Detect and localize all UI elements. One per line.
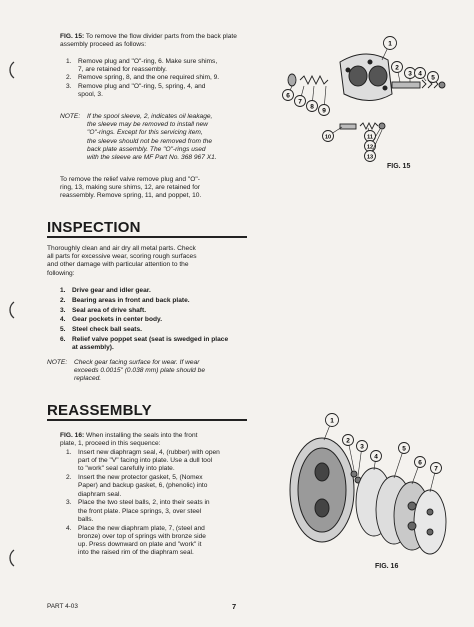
- inspection-intro-line: following:: [47, 269, 75, 277]
- fig15-callout-10: [323, 127, 343, 142]
- fig15-step-line: 7, are retained for reassembly.: [78, 66, 167, 74]
- fig15-intro: [60, 33, 260, 49]
- back-plate-assembly: [340, 54, 392, 101]
- binder-hole-top: [0, 60, 20, 80]
- fig15-callout-9: [319, 86, 330, 116]
- fig16-callout-4: [371, 451, 382, 471]
- inspection-intro-line: and other damage with particular attention to the: [47, 261, 189, 269]
- seal-stack: [351, 468, 446, 554]
- inspection-item-line: Drive gear and idler gear.: [72, 287, 151, 294]
- reassembly-step-line: the front plate. Place springs, 3, over steel: [78, 507, 202, 515]
- note-line: the sleeve should not be removed from the: [87, 137, 212, 145]
- reassembly-step-line: Insert the new protector gasket, 5, (Nomex: [78, 474, 203, 482]
- fig15-callout-label: 12: [366, 144, 374, 151]
- inspection-heading: INSPECTION: [47, 219, 141, 236]
- fig16-callout-label: 5: [402, 445, 406, 453]
- reassembly-intro-text: When installing the seals into the front: [86, 432, 198, 439]
- fig15-step-line: spool, 3.: [78, 90, 103, 98]
- note-line: with the sleeve are MF Part No. 368 967 X1.: [87, 154, 217, 161]
- fig15-caption: FIG. 15: [387, 163, 411, 170]
- inspection-item-line: Seal area of drive shaft.: [72, 306, 147, 314]
- inspection-item-line: at assembly).: [72, 344, 114, 352]
- fig15-callout-label: 9: [322, 107, 326, 115]
- inspection-intro-line: Thoroughly clean and air dry all metal parts. Check: [47, 245, 196, 252]
- reassembly-intro-lead: FIG. 16:: [60, 432, 85, 439]
- fig16-exploded-diagram: [282, 410, 450, 560]
- reassembly-step-line: bronze) over top of springs with bronze side: [78, 532, 206, 540]
- reassembly-step-line: part of the "V" facing into plate. Use a dull tool: [78, 457, 213, 465]
- fig15-callout-label: 10: [324, 134, 332, 141]
- reassembly-step-line: diaphram seal.: [78, 490, 122, 498]
- fig15-callout-7: [295, 86, 306, 107]
- reassembly-step-line: Insert new diaphragm seal, 4, (rubber) with open: [78, 449, 220, 456]
- fig16-callout-label: 3: [360, 443, 364, 451]
- fig15-callout-label: 1: [388, 40, 392, 48]
- fig15-step-line: Remove plug and "O"-ring, 5, spring, 4, and: [78, 82, 206, 90]
- inspection-item-number: 5.: [60, 326, 66, 334]
- fig15-callout-label: 8: [310, 103, 314, 111]
- binder-hole-bottom: [0, 548, 20, 568]
- reassembly-step-line: to "work" seal carefully into plate.: [78, 465, 175, 473]
- fig16-callout-label: 6: [418, 459, 422, 467]
- fig15-callout-label: 5: [431, 74, 435, 82]
- inspection-item-number: 4.: [60, 316, 66, 324]
- inspection-item-number: 2.: [60, 296, 66, 304]
- inspection-item-line: Bearing areas in front and back plate.: [72, 296, 190, 304]
- inspection-note-line: Check gear facing surface for wear. If wear: [74, 359, 200, 366]
- reassembly-step-number: 1.: [66, 449, 72, 456]
- fig16-caption: FIG. 16: [375, 563, 399, 570]
- inspection-rule: [47, 236, 247, 238]
- inspection-item-line: Gear pockets in center body.: [72, 316, 163, 324]
- fig15-callout-1: [382, 37, 397, 61]
- fig15-callout-label: 2: [395, 64, 399, 72]
- reassembly-step-line: up. Press downward on plate and "work" it: [78, 540, 202, 548]
- fig15-callout-label: 13: [366, 154, 374, 161]
- reassembly-step-line: Place the two steel balls, 2, into their seats in: [78, 499, 210, 507]
- footer-part: PART 4-03: [47, 603, 78, 610]
- reassembly-step-line: into the raised rim of the diaphram seal.: [78, 549, 194, 557]
- fig16-callout-label: 1: [330, 417, 334, 425]
- reassembly-step-line: Place the new diaphram plate, 7, (steel and: [78, 524, 205, 532]
- inspection-item-line: Relief valve poppet seat (seat is swedged in place: [72, 336, 229, 343]
- relief-line: ring, 13, making sure shims, 12, are retained for: [60, 184, 201, 192]
- relief-line: To remove the relief valve remove plug and "O"-: [60, 176, 200, 183]
- note-line: If the spool sleeve, 2, indicates oil leakage,: [87, 113, 213, 120]
- reassembly-heading: REASSEMBLY: [47, 402, 152, 419]
- note-line: back plate assembly. The "O"-rings used: [87, 145, 206, 153]
- fig15-step-line: Remove spring, 8, and the one required shim, 9.: [78, 74, 220, 82]
- note-line: the sleeve may be removed to install new: [87, 121, 208, 129]
- fig15-callout-label: 4: [418, 70, 422, 78]
- reassembly-intro: [60, 432, 280, 448]
- note-lead: NOTE:: [60, 113, 81, 120]
- fig16-callout-3: [357, 441, 368, 477]
- fig15-callout-5: [428, 72, 439, 83]
- relief-line: reassembly. Remove spring, 11, and poppet, 10.: [60, 192, 202, 200]
- fig15-callout-label: 3: [408, 70, 412, 78]
- fig15-callout-label: 6: [286, 92, 290, 100]
- reassembly-rule: [47, 419, 247, 421]
- reassembly-step-number: 2.: [66, 474, 72, 482]
- inspection-note-lead: NOTE:: [47, 359, 68, 366]
- fig15-intro-text: To remove the flow divider parts from the back plate assembly proceed as follows:: [60, 33, 237, 49]
- fig16-callout-6: [412, 457, 426, 485]
- fig16-callout-7: [430, 463, 442, 493]
- fig16-callout-label: 2: [346, 437, 350, 445]
- note-line: "O"-rings. Except for this servicing item,: [87, 129, 203, 137]
- fig16-callout-5: [394, 443, 410, 479]
- fig15-callout-6: [283, 86, 294, 101]
- fig16-callout-label: 4: [374, 453, 378, 461]
- inspection-note-line: exceeds 0.0015" (0.038 mm) plate should be: [74, 367, 205, 375]
- inspection-intro-line: all parts for excessive wear, scoring rough surfaces: [47, 253, 197, 261]
- fig16-callout-1: [324, 414, 339, 441]
- inspection-item-line: Steel check ball seats.: [72, 326, 143, 334]
- inspection-item-number: 3.: [60, 306, 66, 314]
- inspection-item-number: 6.: [60, 336, 66, 343]
- fig15-callout-label: 7: [298, 98, 302, 106]
- fig15-intro-lead: FIG. 15:: [60, 33, 85, 40]
- fig15-step-number: 2.: [66, 74, 72, 82]
- fig15-step-line: Remove plug and "O"-ring, 6. Make sure shims,: [78, 58, 218, 65]
- reassembly-step-line: Paper) and backup gasket, 6, (phenolic) into: [78, 482, 208, 490]
- fig15-callout-8: [307, 86, 318, 112]
- fig15-callout-2: [392, 62, 403, 83]
- reassembly-step-line: balls.: [78, 515, 94, 523]
- fig15-callout-label: 11: [367, 134, 373, 141]
- fig15-step-number: 1.: [66, 58, 72, 65]
- fig15-callout-3: [405, 68, 416, 83]
- reassembly-intro-line: plate, 1, proceed in this sequence:: [60, 440, 161, 448]
- fig15-exploded-diagram: [270, 32, 450, 162]
- reassembly-step-number: 4.: [66, 524, 72, 532]
- inspection-item-number: 1.: [60, 287, 66, 294]
- fig15-callout-4: [415, 68, 427, 82]
- front-plate: [290, 438, 354, 542]
- footer-page-number: 7: [232, 602, 237, 611]
- fig16-callout-label: 7: [434, 465, 438, 473]
- binder-hole-middle: [0, 300, 20, 320]
- inspection-note-line: replaced.: [74, 375, 102, 383]
- reassembly-step-number: 3.: [66, 499, 72, 507]
- fig15-step-number: 3.: [66, 82, 72, 90]
